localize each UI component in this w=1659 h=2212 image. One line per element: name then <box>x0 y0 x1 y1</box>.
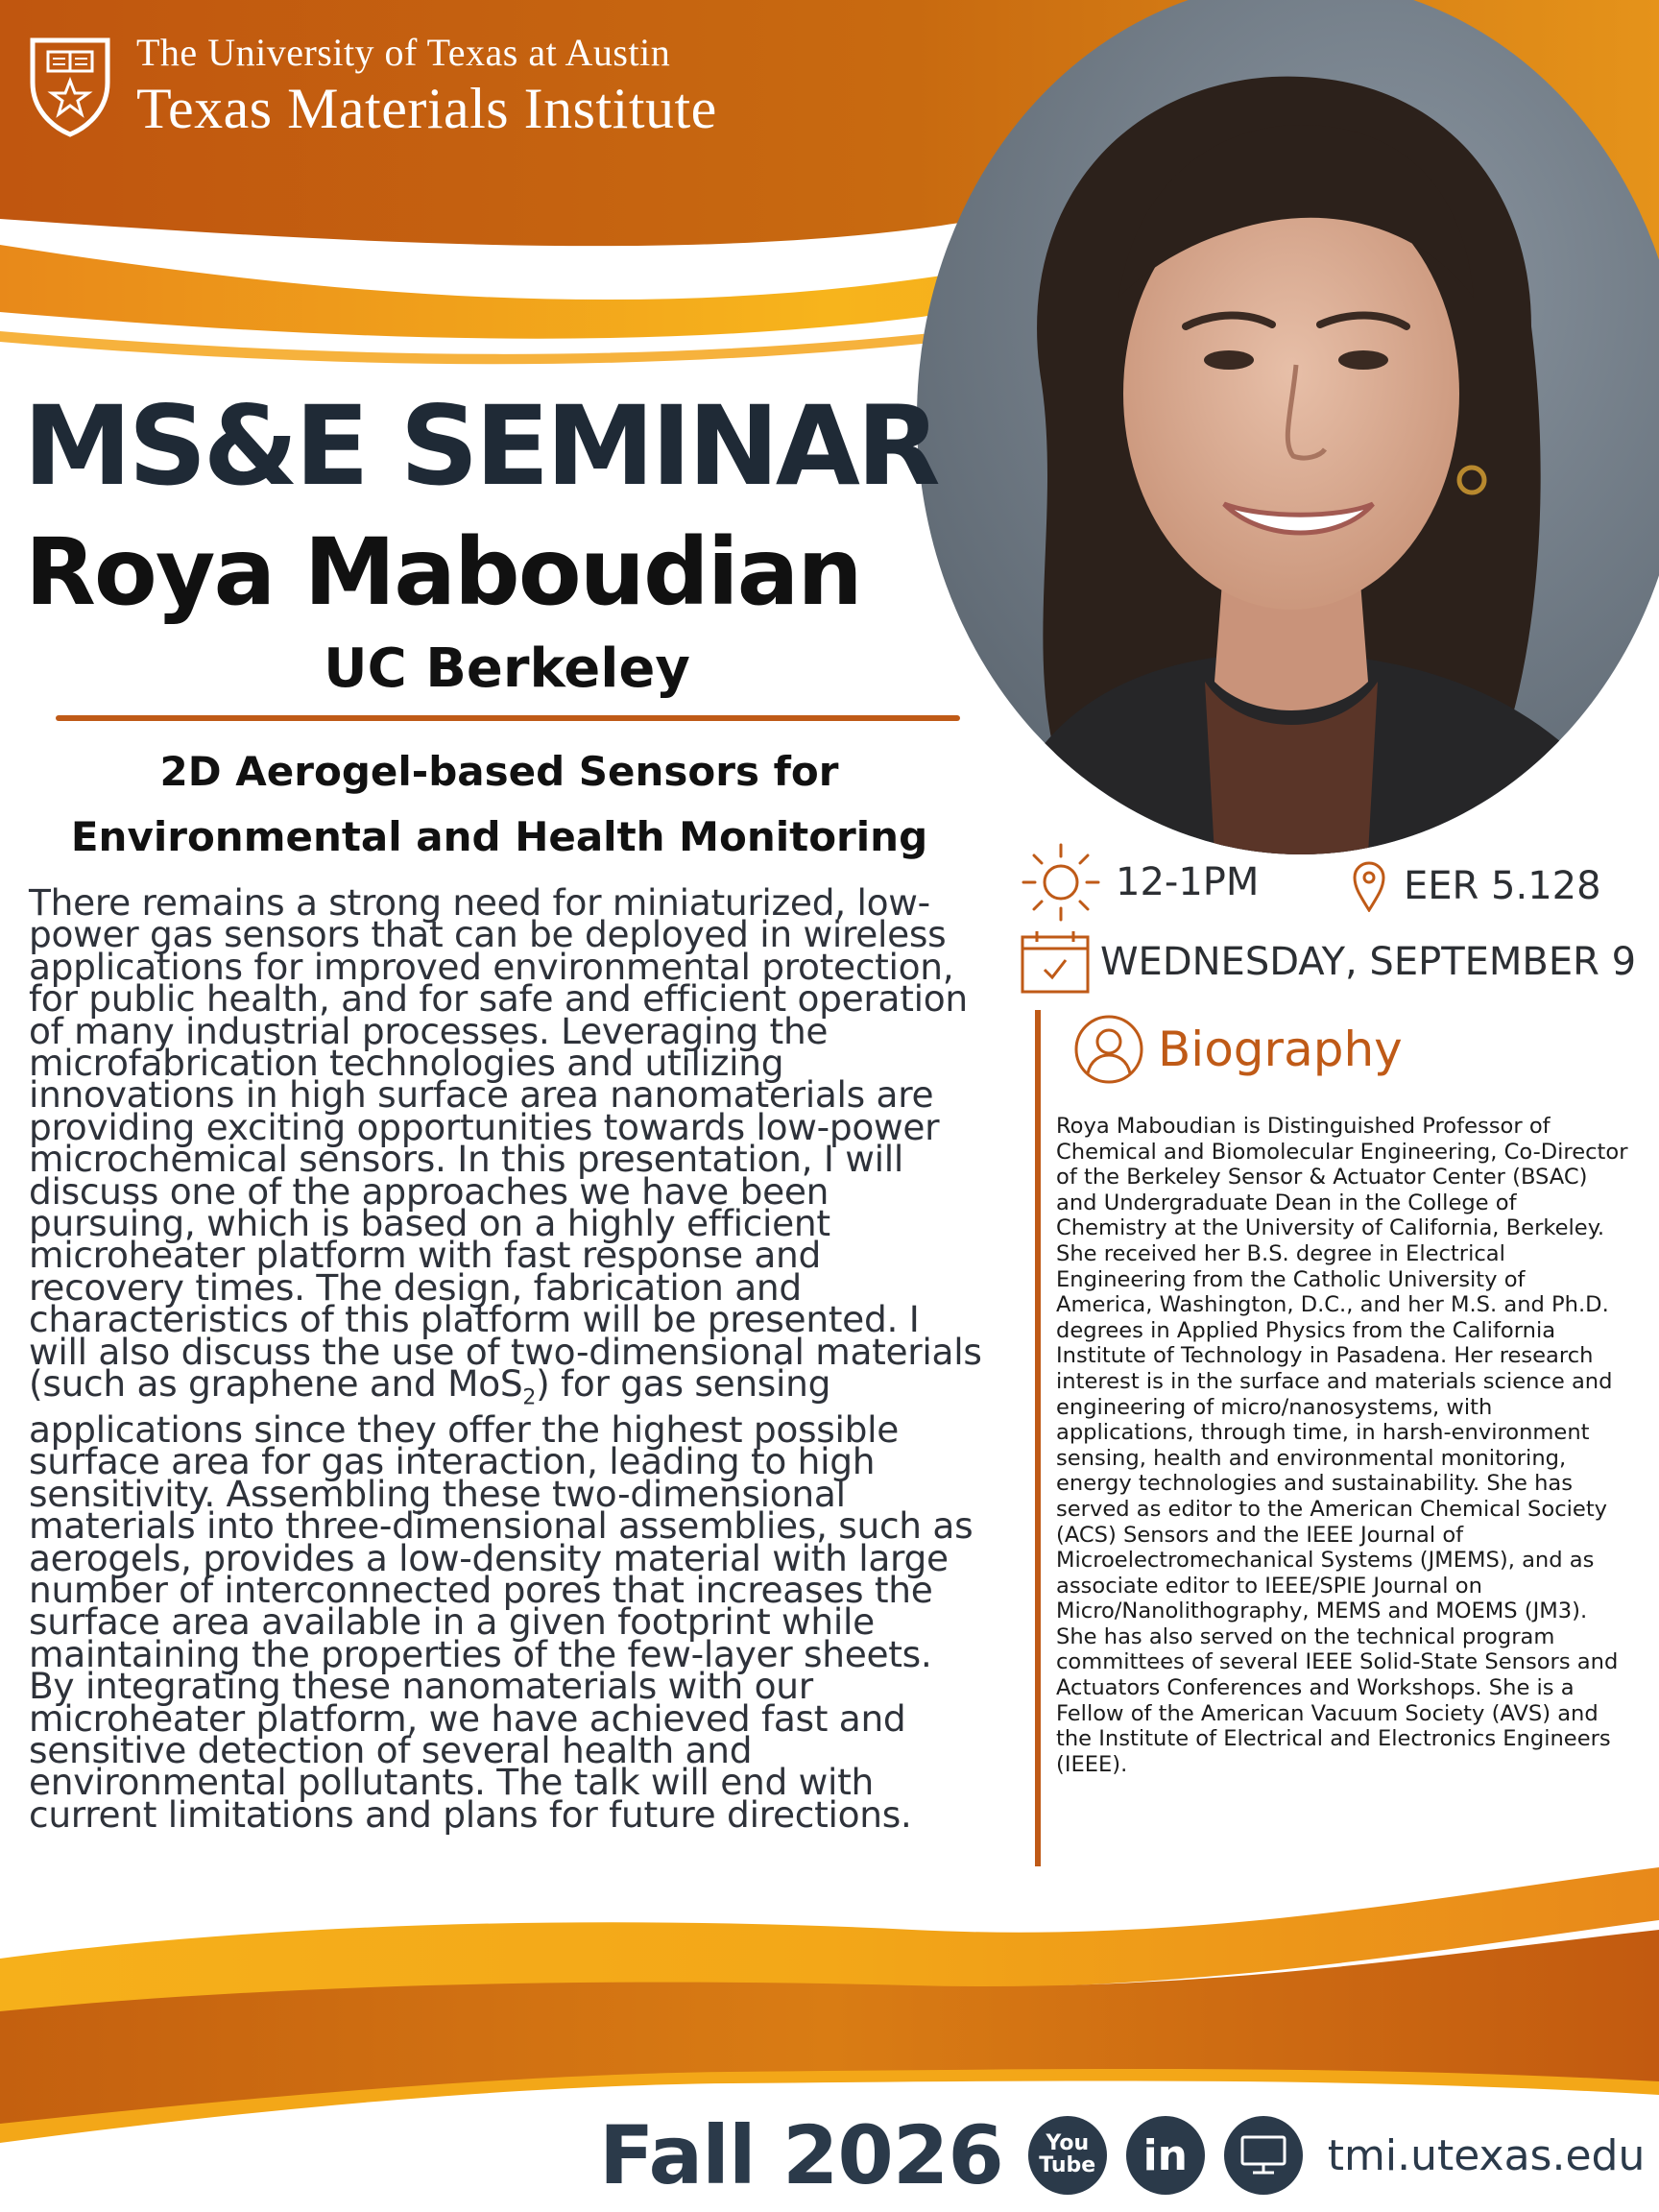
event-location <box>1352 860 1601 912</box>
ut-shield-icon <box>27 33 113 138</box>
abstract-part-2: ) for gas sensing applications since they offer the highest possible surface area for gas interaction, leading to high sensitivity. Assembling these two-dimensional materials into three-dimensional assemblies, such as aerogels, provides a low-density material with large number of interconnected pores that increases the surface area available in a given footprint while maintaining the properties of the few-layer sheets. By integrating these nanomaterials with our microheater platform, we have achieved fast and sensitive detection of several health and environmental pollutants. The talk will end with current limitations and plans for future directions. <box>29 1362 974 1836</box>
abstract-subscript: 2 <box>522 1385 537 1410</box>
speaker-affiliation: UC Berkeley <box>324 637 690 700</box>
youtube-label-bottom: Tube <box>1039 2153 1096 2177</box>
seminar-series-title: MS&E SEMINAR <box>23 382 937 510</box>
talk-title-line-2: Environmental and Health Monitoring <box>70 813 928 860</box>
event-date <box>1020 929 1636 995</box>
biography-text: Roya Maboudian is Distinguished Professor of Chemical and Biomolecular Engineering, Co-Director of the Berkeley Sensor & Actuator Center (BSAC) and Undergraduate Dean in the College of Chemistry at the University of California, Berkeley. She received her B.S. degree in Electrical Engineering from the Catholic University of America, Washington, D.C., and her M.S. and Ph.D. degrees in Applied Physics from the California Institute of Technology in Pasadena. Her research interest is in the surface and materials science and engineering of micro/nanosystems, with applications, through time, in harsh-environment sensing, health and environmental monitoring, energy technologies and sustainability. She has served as editor to the American Chemical Society (ACS) Sensors and the IEEE Journal of Microelectromechanical Systems (JMEMS), and as associate editor to IEEE/SPIE Journal on Micro/Nanolithography, MEMS and MOEMS (JM3). She has also served on the technical program committees of several IEEE Solid-State Sensors and Actuators Conferences and Workshops. She is a Fellow of the American Vacuum Society (AVS) and the Institute of Electrical and Electronics Engineers (IEEE). <box>1056 1114 1628 1777</box>
person-icon <box>1073 1014 1144 1085</box>
youtube-icon[interactable] <box>1028 2116 1107 2195</box>
university-name: The University of Texas at Austin <box>136 31 671 74</box>
computer-monitor-icon[interactable] <box>1224 2116 1303 2195</box>
location-pin-icon <box>1352 860 1386 912</box>
sun-icon <box>1020 841 1102 924</box>
abstract-part-1: There remains a strong need for miniaturized, low-power gas sensors that can be deployed in wireless applications for improved environmental protection, for public health, and for safe and efficient operation of many industrial processes. Leveraging the microfabrication technologies and utilizing innovations in high surface area nanomaterials are providing exciting opportunities towards low-power microchemical sensors. In this presentation, I will discuss one of the approaches we have been pursuing, which is based on a highly efficient microheater platform with fast response and recovery times. The design, fabrication and characteristics of this platform will be presented. I will also discuss the use of two-dimensional materials (such as graphene and MoS <box>29 881 982 1406</box>
footer <box>599 2108 1645 2202</box>
season-label: Fall 2026 <box>599 2108 1003 2202</box>
linkedin-icon[interactable] <box>1126 2116 1205 2195</box>
institute-name: Texas Materials Institute <box>136 77 717 140</box>
talk-title <box>38 739 960 870</box>
institute-logo <box>27 33 717 138</box>
event-date-text: WEDNESDAY, SEPTEMBER 9 <box>1100 940 1637 984</box>
linkedin-label: in <box>1142 2130 1188 2180</box>
biography-accent-bar <box>1035 1010 1041 1866</box>
talk-abstract <box>29 881 984 1836</box>
website-link[interactable]: tmi.utexas.edu <box>1327 2130 1646 2180</box>
biography-heading <box>1073 1014 1403 1085</box>
youtube-label-top: You <box>1046 2131 1090 2155</box>
biography-heading-text: Biography <box>1158 1022 1403 1077</box>
talk-title-line-1: 2D Aerogel-based Sensors for <box>159 748 839 795</box>
event-time-text: 12-1PM <box>1116 860 1260 904</box>
speaker-name: Roya Maboudian <box>25 518 861 626</box>
monitor-glyph <box>1239 2134 1287 2176</box>
calendar-check-icon <box>1020 929 1091 995</box>
speaker-portrait <box>917 0 1659 854</box>
title-divider <box>56 715 960 721</box>
event-location-text: EER 5.128 <box>1404 864 1601 908</box>
event-time <box>1020 841 1259 924</box>
